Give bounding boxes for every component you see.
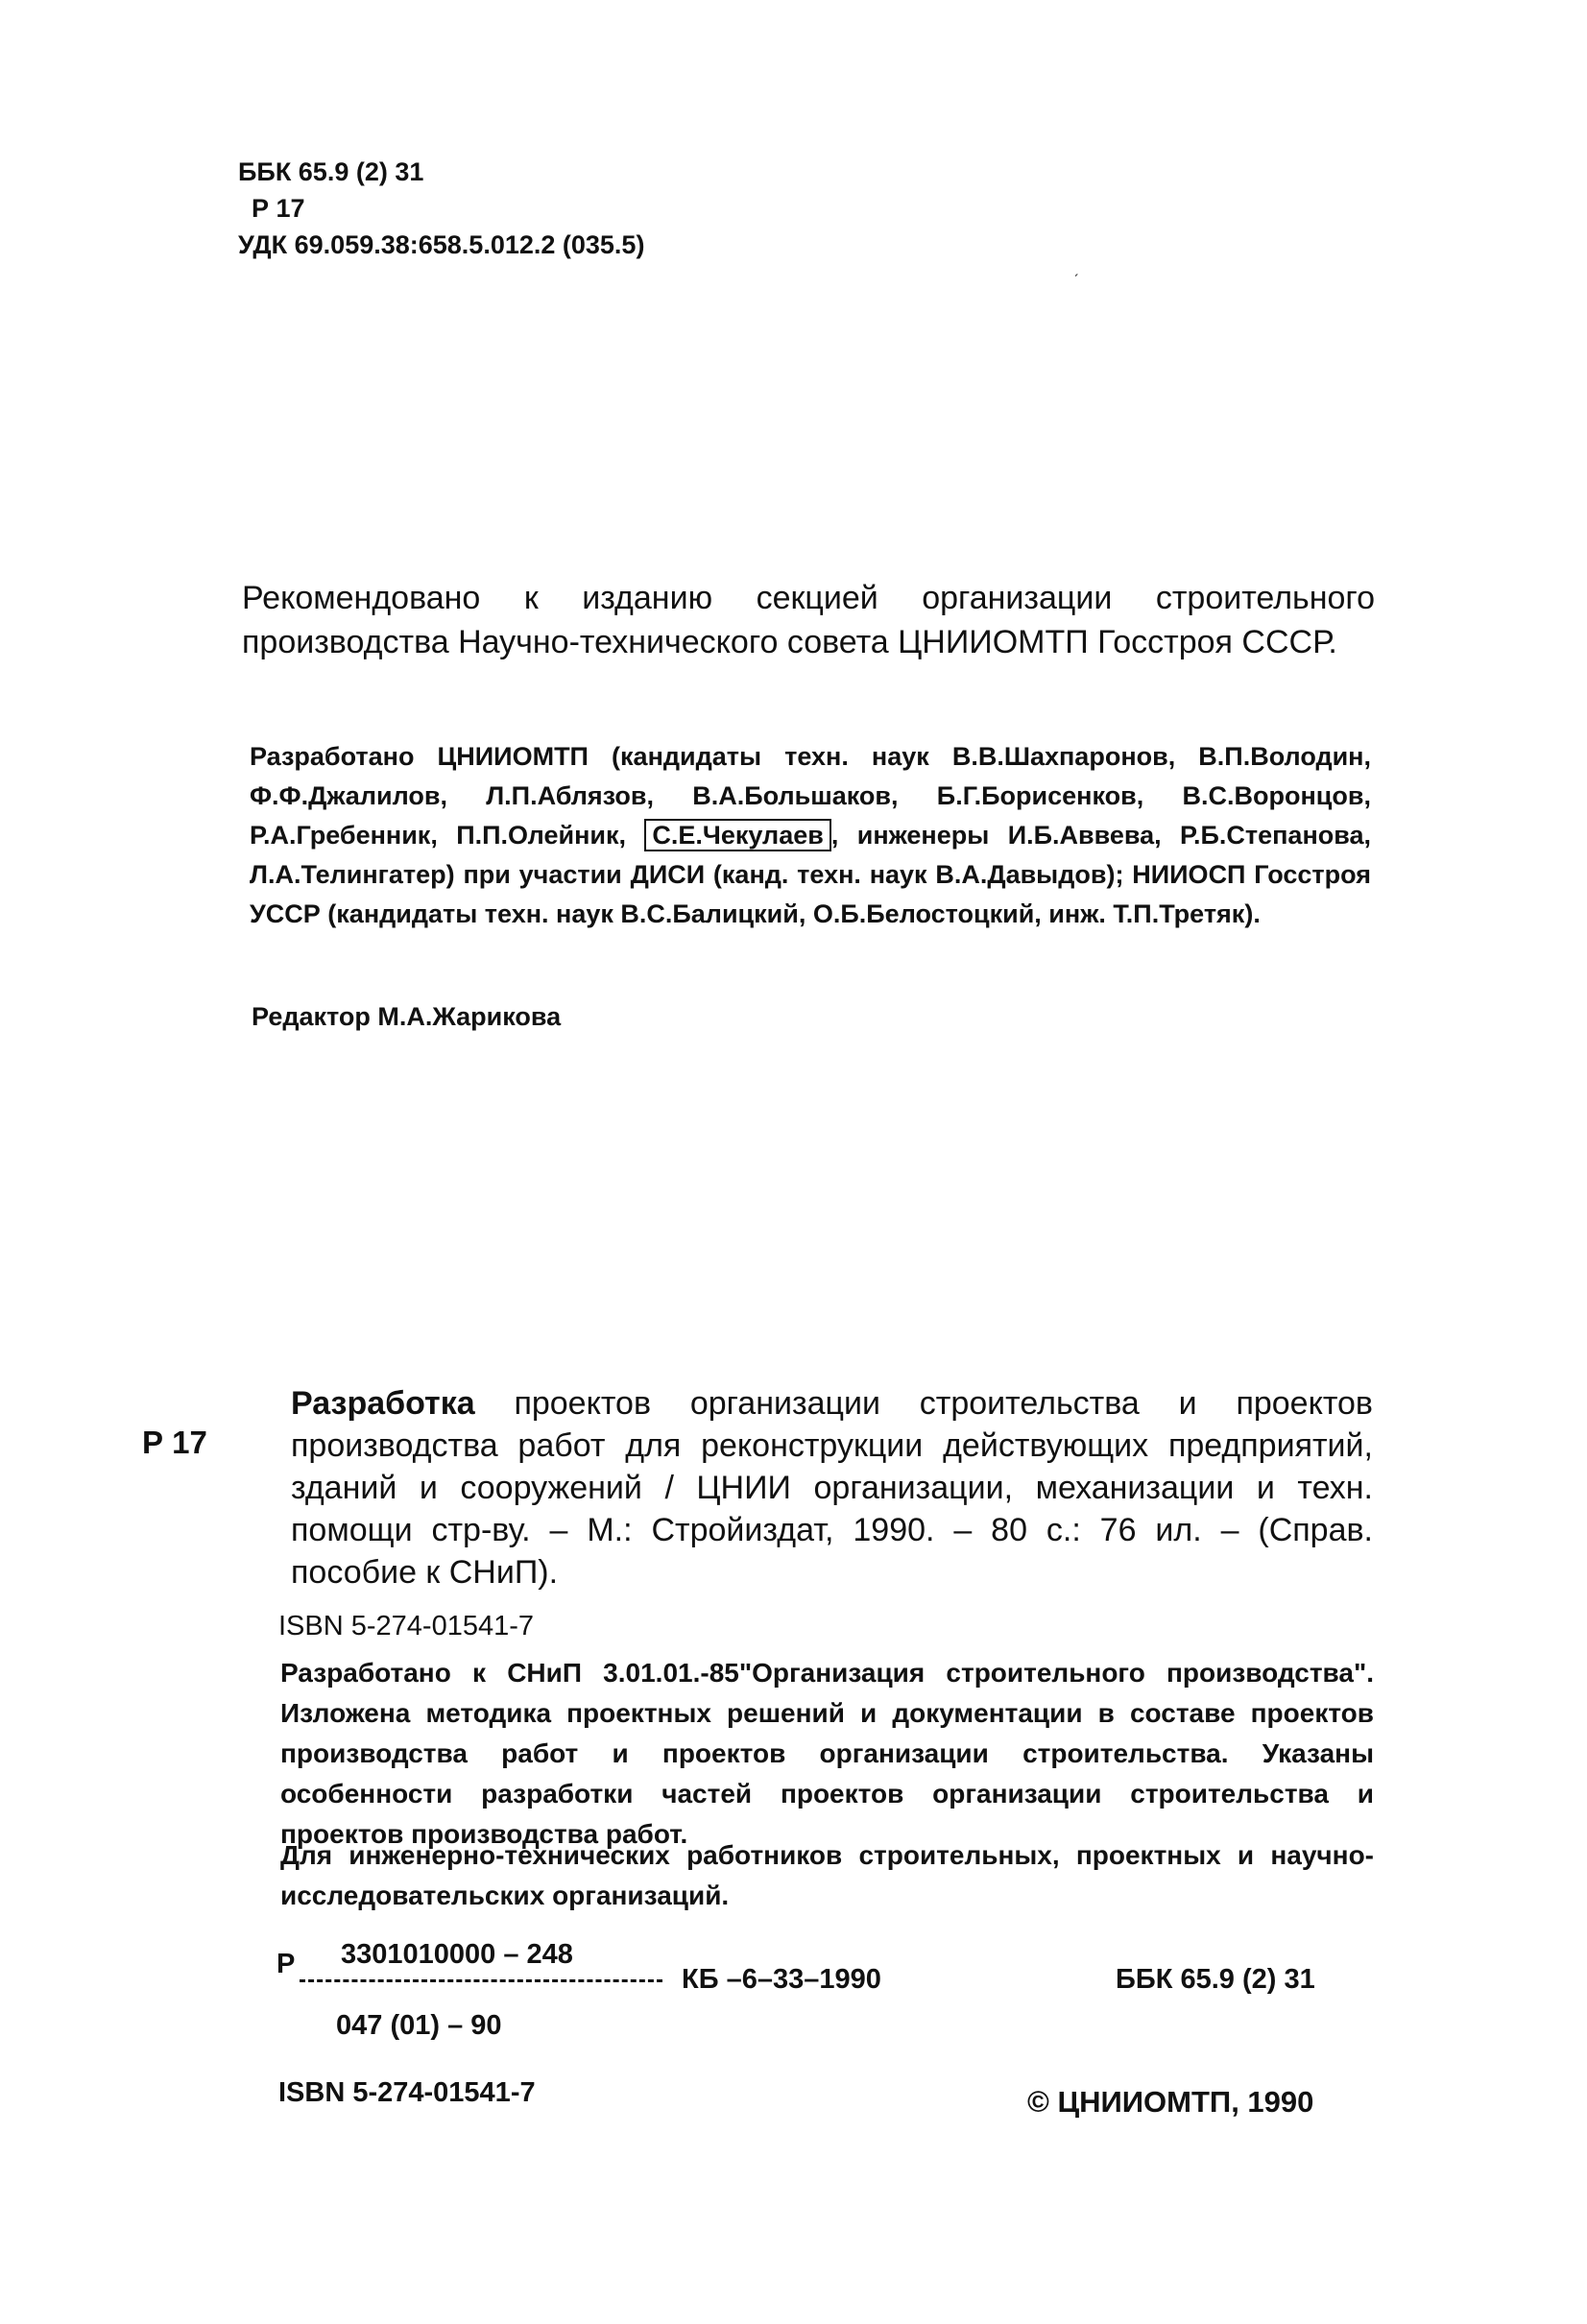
biblio-call-label: Р 17 (142, 1425, 207, 1460)
annotation-text: Разработано к СНиП 3.01.01.-85"Организация строительного производства". Изложена методика проектных решений и документации в составе проектов производства работ и проектов организации строительства. Указаны особенности разработки частей проектов организации строительства и проектов производства работ. (280, 1658, 1374, 1849)
editor-line: Редактор М.А.Жарикова (252, 1002, 562, 1031)
copyright-line: © ЦНИИОМТП, 1990 (1027, 2085, 1314, 2119)
imprint-letter: Р (277, 1949, 296, 1979)
imprint-fraction-top: 3301010000 – 248 (341, 1939, 573, 1970)
authors-part-2: , инженеры И.Б.Аввева, Р.Б.Степанова, Л.А.Телингатер) при участии ДИСИ (канд. техн. наук В.А.Давыдов); НИИОСП Госстроя УССР (кандидаты техн. наук В.С.Балицкий, О.Б.Белостоцкий, инж. Т.П.Третяк). (250, 821, 1372, 928)
classification-codes (238, 154, 644, 263)
imprint-kb: КБ –6–33–1990 (682, 1964, 881, 1995)
isbn-line: ISBN 5-274-01541-7 (278, 1611, 534, 1641)
biblio-text: проектов организации строительства и проектов производства работ для реконструкции действующих предприятий, зданий и сооружений / ЦНИИ организации, механизации и техн. помощи стр-ву. – М.: Стройиздат, 1990. – 80 с.: 76 ил. – (Справ. пособие к СНиП). (291, 1385, 1373, 1591)
biblio-lead-word: Разработка (291, 1385, 475, 1422)
boxed-author-name: С.Е.Чекулаев (644, 819, 830, 851)
stray-mark: ˊ (1073, 272, 1079, 291)
udk-code: УДК 69.059.38:658.5.012.2 (035.5) (238, 230, 645, 259)
bibliographic-entry (235, 1382, 1373, 1593)
authors-paragraph (250, 737, 1371, 934)
imprint-fraction-bottom: 047 (01) – 90 (336, 2010, 502, 2041)
bbk-code: ББК 65.9 (2) 31 (238, 157, 424, 186)
imprint-fraction-line (300, 1979, 662, 1982)
annotation-paragraph (238, 1653, 1374, 1855)
audience-paragraph (238, 1835, 1374, 1916)
authors-part-1: Разработано ЦНИИОМТП (кандидаты техн. наук В.В.Шахпаронов, В.П.Володин, Ф.Ф.Джалилов, Л.П.Аблязов, В.А.Большаков, Б.Г.Борисенков, В.С.Воронцов, Р.А.Гребенник, П.П.Олейник, (250, 742, 1371, 850)
audience-text: Для инженерно-технических работников строительных, проектных и научно-исследовательских организаций. (280, 1840, 1374, 1910)
imprint-bbk: ББК 65.9 (2) 31 (1116, 1964, 1315, 1995)
imprint-isbn: ISBN 5-274-01541-7 (278, 2077, 536, 2108)
call-number: Р 17 (252, 194, 305, 223)
recommendation-note: Рекомендовано к изданию секцией организации строительного производства Научно-технического совета ЦНИИОМТП Госстроя СССР. (242, 580, 1375, 660)
